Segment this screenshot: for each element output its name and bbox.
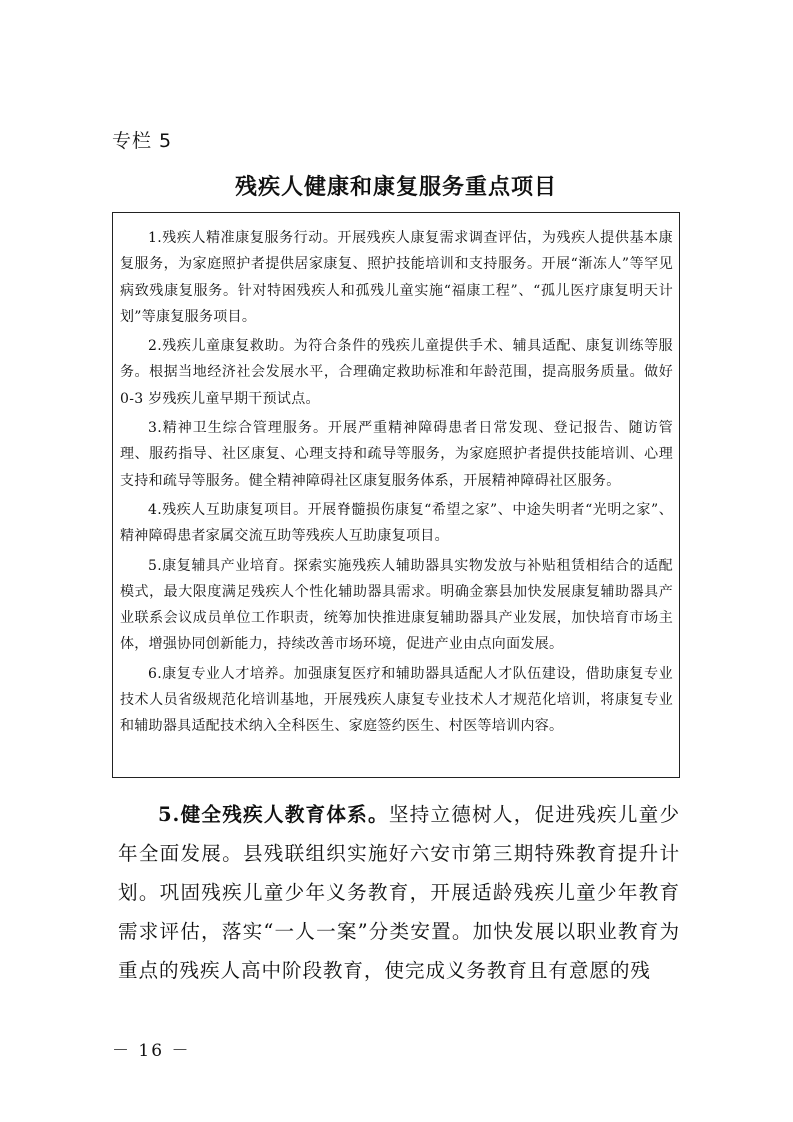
project-item: 1.残疾人精准康复服务行动。开展残疾人康复需求调查评估，为残疾人提供基本康复服务，为家庭照护者提供居家康复、照护技能培训和支持服务。开展“渐冻人”等罕见病致残康复服务。针对特困残疾人和孤残儿童实施“福康工程”、“孤儿医疗康复明天计划”等康复服务项目。 — [120, 230, 673, 325]
project-item: 4.残疾人互助康复项目。开展脊髓损伤康复“希望之家”、中途失明者“光明之家”、精神障碍患者家属交流互助等残疾人互助康复项目。 — [120, 501, 673, 545]
body-text: 坚持立德树人，促进残疾儿童少年全面发展。县残联组织实施好六安市第三期特殊教育提升计划。巩固残疾儿童少年义务教育，开展适龄残疾儿童少年教育需求评估，落实“一人一案”分类安置。加快发展以职业教育为重点的残疾人高中阶段教育，使完成义务教育且有意愿的残 — [118, 803, 680, 982]
body-section — [118, 795, 680, 990]
section-heading: 5.健全残疾人教育体系。 — [158, 803, 389, 826]
column-label: 专栏 5 — [112, 130, 173, 152]
box-title: 残疾人健康和康复服务重点项目 — [234, 174, 557, 200]
project-item: 5.康复辅具产业培育。探索实施残疾人辅助器具实物发放与补贴租赁相结合的适配模式，最大限度满足残疾人个性化辅助器具需求。明确金寨县加快发展康复辅助器具产业联系会议成员单位工作职责，统筹加快推进康复辅助器具产业发展，加快培育市场主体，增强协同创新能力，持续改善市场环境，促进产业由点向面发展。 — [120, 557, 673, 653]
page-number: － 16 － — [112, 1041, 191, 1061]
project-item: 2.残疾儿童康复救助。为符合条件的残疾儿童提供手术、辅具适配、康复训练等服务。根据当地经济社会发展水平，合理确定救助标准和年龄范围，提高服务质量。做好 0-3 岁残疾儿童早期干预试点。 — [120, 338, 673, 407]
body-paragraph — [118, 795, 680, 990]
project-item: 3.精神卫生综合管理服务。开展严重精神障碍患者日常发现、登记报告、随访管理、服药指导、社区康复、心理支持和疏导等服务，为家庭照护者提供技能培训、心理支持和疏导等服务。健全精神障碍社区康复服务体系，开展精神障碍社区服务。 — [120, 420, 673, 489]
project-box — [112, 212, 680, 778]
project-item: 6.康复专业人才培养。加强康复医疗和辅助器具适配人才队伍建设，借助康复专业技术人员省级规范化培训基地，开展残疾人康复专业技术人才规范化培训，将康复专业和辅助器具适配技术纳入全科医生、家庭签约医生、村医等培训内容。 — [120, 665, 673, 735]
